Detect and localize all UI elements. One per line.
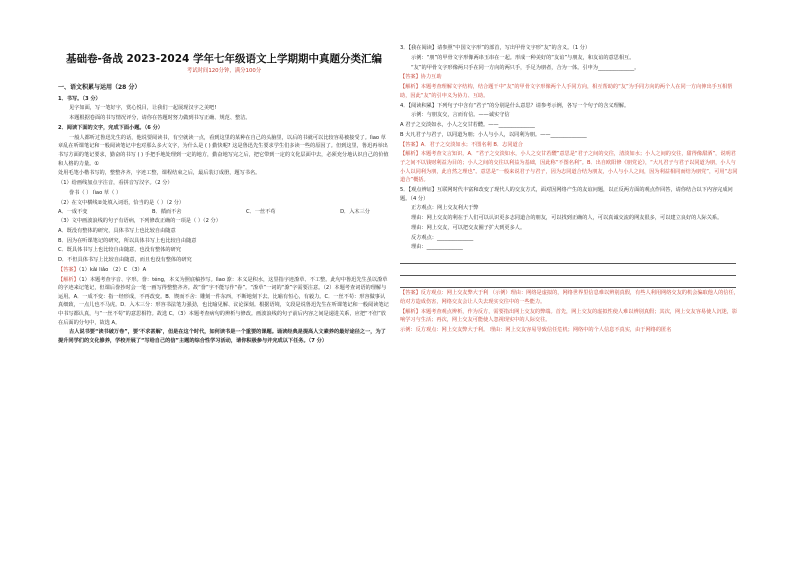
option-a: A．一成不变 xyxy=(58,209,88,216)
option-a: A．既没有整体的研究，具体书写上也比较自由随意 xyxy=(58,227,176,234)
question-2-sub-1: （1）给画线加点字注音，看拼音写汉字。（2 分） xyxy=(58,180,173,187)
option-b: B．因为在听课笔记的研究，所以具体书写上也比较自由随意 xyxy=(58,237,197,244)
question-5-explanation: 【解析】本题考查观点辨析，作为反方，需要指出网上交友的弊端。首先，网上交友的虚拟性使人难以辨别真假；其次，网上交友容易使人沉迷，影响学习与生活；再次，网上交友可能使人忽视现实中的人际交往。 xyxy=(400,308,738,324)
question-2-heading: 2．阅读下面的文字，完成下面小题。（6 分） xyxy=(58,124,163,131)
page-title: 基础卷-备战 2023-2024 学年七年级语文上学期期中真题分类汇编 xyxy=(66,53,382,65)
answer-text: （1）kǎi liǎo （2）C （3）A xyxy=(78,266,147,273)
question-4-item-b: B 大凡君子与君子，以同道为朋；小人与小人，以同利为朋。——______________ xyxy=(400,131,587,138)
question-5-reason-2: 理由：网上交友，可以把交友圈子扩大到更多人。 xyxy=(411,224,526,231)
question-4-answer: 【答案】A．君子之交淡如水；不图名利 B．志同道合 xyxy=(400,141,523,148)
option-d: D．入木三分 xyxy=(340,209,370,216)
question-5-answer: 【答案】反方观点：网上交友弊大于利 （示例）理由：网络是虚拟的，网络世界里信息难以辨别真假，有些人利用网络交友的机会骗取他人的信任，给对方造成伤害，网络交友会让人失去现实交往中的一些能力。 xyxy=(400,290,739,305)
question-5-negative-reason: 理由：______________ xyxy=(411,244,463,251)
option-d: D．不但具体书写上比较自由随意，而且也没有整体的研究 xyxy=(58,257,192,264)
question-4-heading: 4．【阅读积累】下列句子中含有“君子”的分别是什么意思？请参考示例，各写一个句子的含义理解。 xyxy=(400,102,630,109)
option-b: B．循而不舍 xyxy=(152,209,182,216)
answer-label: 【答案】 xyxy=(58,266,79,273)
question-4-example: 示例：与朋友交，言而有信。——诚实守信 xyxy=(411,112,510,119)
question-1-text: 见字如面，写一笔好字，赏心悦目，让我们一起展现汉字之美吧! xyxy=(69,105,217,112)
question-2-passage: 一般人都听过鲁迅先生的话，他说要阅读书，有空就读一点，看到这里的某种在自己的头脑里，以后的书就可以比较容易被接受了。lìao 草章乱在听课笔记和一般阅读笔记中也对那么多大文字，为什么是 ( ) 勤快呢? 这是鲁迅先生要求学生们多读一些的原因了。但到这里，鲁迅再举出书写方面的笔记要求，勤奋的书写 ( ) 手把手地处理到一定的地方，勤奋地写完之后，把它带到一定的文化层面中去，必须充分地认识自己的价值和人格的力量。① xyxy=(58,134,389,167)
question-2-options xyxy=(58,208,390,217)
question-5-reason: 理由：网上交友的利在于人们可以认识更多志同道合的朋友，可以找到正确的人，可以真诚交流的网友很多，可以建立良好的人际关系。 xyxy=(411,215,723,222)
question-1-heading: 1．书写。（3 分） xyxy=(58,95,101,102)
question-2-passage-2: 处用毛笔小楷书写的，整整齐齐，字迹工整，课程结束之后，最后装订成册，题写书名。 xyxy=(58,170,261,177)
answer-block xyxy=(58,266,390,275)
answer-line xyxy=(400,253,736,264)
section-heading: 一、语文积累与运用（28 分） xyxy=(58,84,141,91)
answer-line xyxy=(400,277,736,288)
question-2-sub-2: （2）在文中横线②处填入词语，恰当的是（ ）（2 分） xyxy=(58,199,185,206)
right-column xyxy=(400,44,740,336)
question-4-explanation: 【解析】本题考查文言知识，A．“君子之交淡如水，小人之交甘若醴”意思是“君子之间的交往，清淡如水；小人之间的交往，甜得像甜酒”，说明君子之间不以钱财利益为目的；小人之间的交往以利益为基础，因此称“不图名利”。B．出自欧阳修《朋党论》，“大凡君子与君子以同道为朋，小人与小人以同利为朋，此自然之理也”。意思是“一般来说君子与君子，因为志同道合结为朋友，小人与小人之间，因为利益相同而结为朋党”，可用“志同道合”概括。 xyxy=(400,151,738,184)
question-3-intro: 古人说书要“读书破万卷”，要‘不求甚解’，但是在这个时代，如何读书是一个重要的课题。诵读经典是提高人文素养的最好途径之一，为了提升同学们的文化修养，学校开展了“写给自己的信”主题的综合性学习活动，请你积极参与并完成以下任务。（7 分） xyxy=(58,329,386,345)
explanation-block xyxy=(58,276,390,328)
explanation-label: 【解析】 xyxy=(58,276,79,283)
answer-line xyxy=(400,265,736,276)
question-2-sub-3: （3）文中画波浪线的句子有语病，下列修改正确的一项是（ ）（2 分） xyxy=(58,218,221,224)
question-5-example: 示例：反方观点：网上交友弊大于利。 理由：网上交友容易导致信任危机；网络中的个人信息不真实，由于网络的匿名 xyxy=(400,327,672,333)
question-3-example: 示例：“朋”的甲骨文字形像两串玉串在一起。形成一种美好的“友谊”与朋友，和友谊的意思相互。 xyxy=(411,54,635,61)
option-c: C．一丝不苟 xyxy=(246,209,276,216)
question-5-negative-view: 反方观点：______________ xyxy=(411,234,474,241)
question-2-sub-1-blanks: 誊书（ ） lìao 草（ ） xyxy=(69,189,122,196)
question-4-item-a: A 君子之交淡如水，小人之交甘若醴。——______________ xyxy=(400,122,535,129)
question-3-explanation: 【解析】本题考查理解文字结构，结合题干中“友”的甲骨文字形像两个人手同方向，相互帮助的“友”为手同方向的两个人在同一方向伸出手互相帮助，因此“友”的引申义为协力、互助。 xyxy=(400,84,733,99)
explanation-text: （1）本题考查字音、字形。誊：téng，本义为照底稿抄写。lìao 潦：本义是积水，这里指字迹潦草、不工整。此句中鲁迅先生虽以潦草的字迹来记笔记，但课后誊抄时会一笔一画写得整整齐齐。故“誊”字不能写作“眷”。“潦草”一词的“潦”字需要注意。（2）本题考查词语的理解与运用。A．一成不变：指一经形成，不再改变。B．锲而不舍：雕刻一件东西，不断地刻下去。比喻有恒心，有毅力。C．一丝不苟：形容做事认真细致，一点儿也不马虎。D．入木三分：形容书法笔力强劲，也比喻见解、议论深刻。根据语境，文段是说鲁迅先生在听课笔记和一般阅读笔记中书写都认真，与“一丝不苟”的意思相符。故选 C。（3）本题考查病句的辨析与修改。画波浪线的句子前后内容之间是递进关系，应把“不但”放在后面的分句中，故选 A。 xyxy=(58,276,389,326)
question-3-example-2: “友”的甲骨文字形像两只手在同一方向的两只手，手足为朋者，合为一体。引申为______________。 xyxy=(411,64,640,71)
question-5-heading: 5．【观点辨证】互联网时代丰富和改变了现代人的交友方式，面对因网络产生的友谊问题，以正反两方面的观点作回答，请你结合以下内容完成问题。（4 分） xyxy=(400,186,733,202)
question-5-positive-view: 正方观点：网上交友利大于弊 xyxy=(411,205,479,212)
left-column xyxy=(58,82,390,347)
option-c: C．既具体书写上也比较自由随意，也没有整体的研究 xyxy=(58,247,181,254)
page-subtitle: 考试时间120分钟，满分100分 xyxy=(186,68,262,74)
question-3-answer: 【答案】协力互助 xyxy=(400,74,442,81)
question-3-heading: 3．【我在阅读】请参照“中国文字形”的部首，写出甲骨文字形“友”的含义。（1 分） xyxy=(400,45,591,51)
question-1-text-2: 本题根据卷面的书写情况评分，请你在答题时努力做到书写正确、规范、整洁。 xyxy=(69,115,251,122)
